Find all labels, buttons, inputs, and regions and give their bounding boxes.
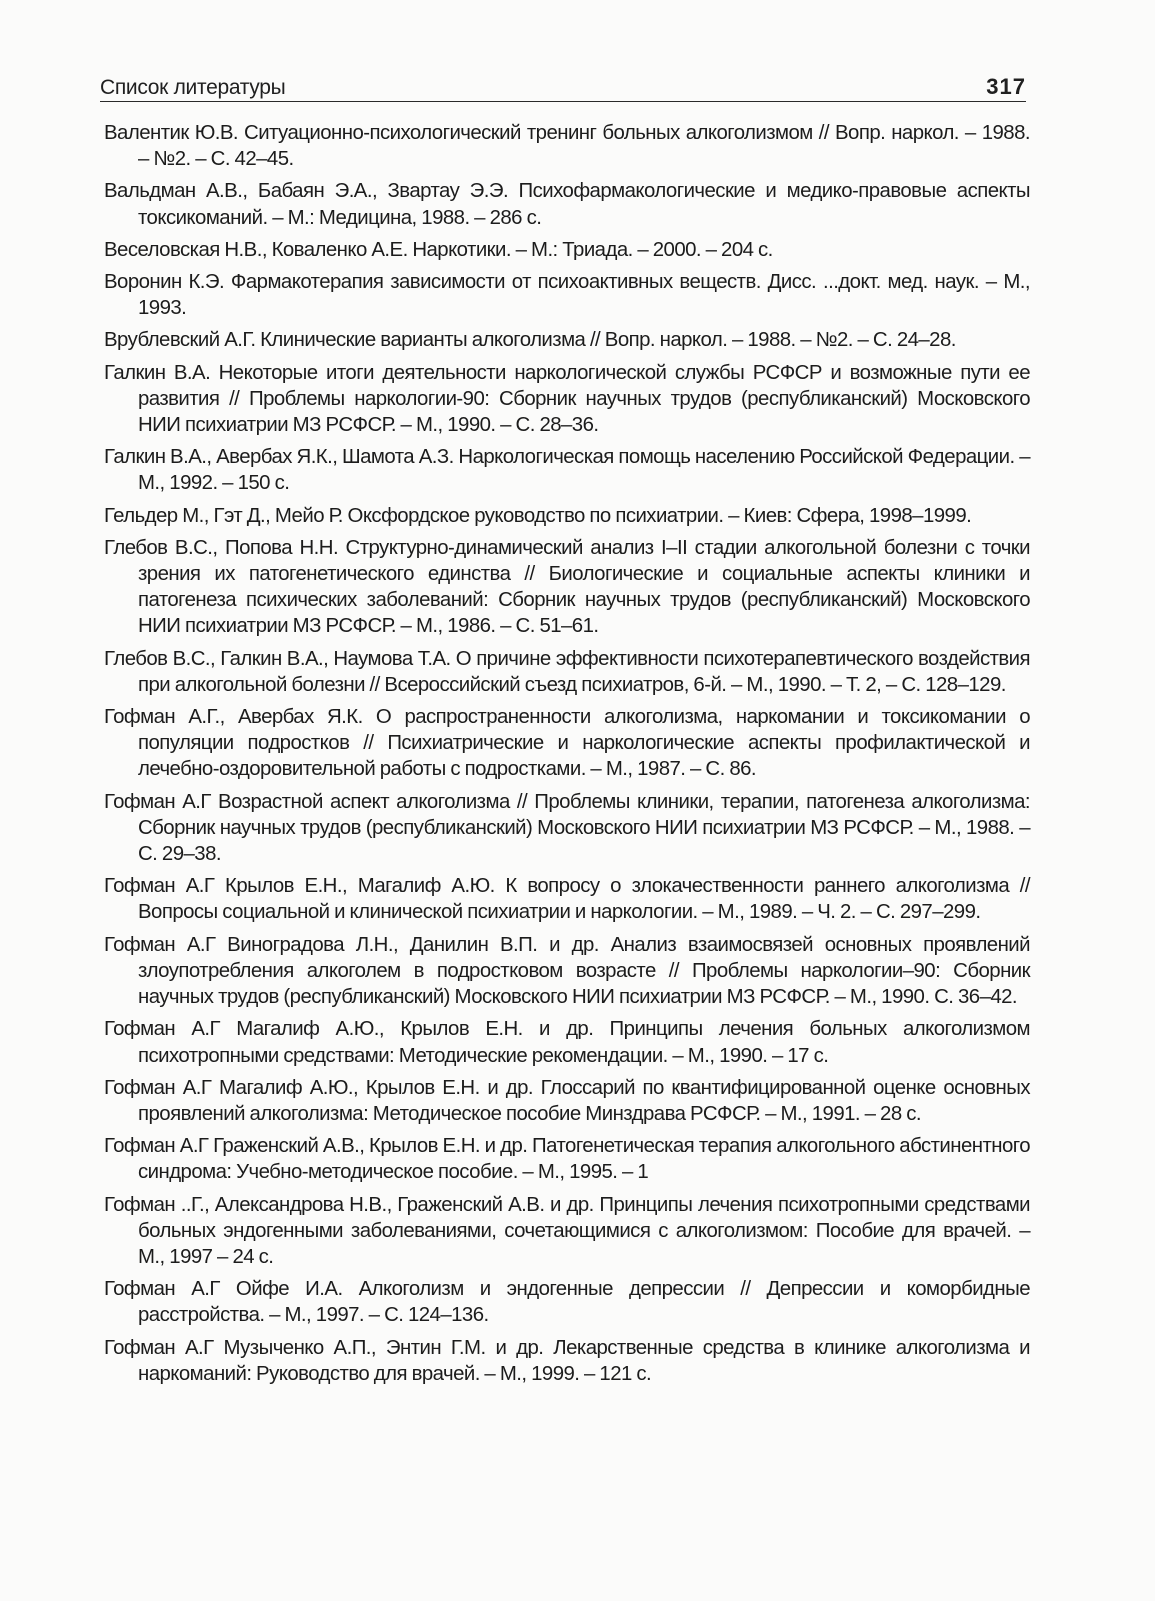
reference-entry: Врублевский А.Г. Клинические варианты алкоголизма // Вопр. наркол. – 1988. – №2. – С. 24–28. <box>104 329 956 352</box>
reference-entry: Гельдер М., Гэт Д., Мейо Р. Оксфордское руководство по психиатрии. – Киев: Сфера, 1998–1999. <box>104 504 972 527</box>
reference-entry: Гофман ..Г., Александрова Н.В., Граженский А.В. и др. Принципы лечения психотропными средствами больных эндогенными заболеваниями, сочетающимися с алкоголизмом: Пособие для врачей. – М., 1997 – 24 с. <box>104 1193 1030 1268</box>
reference-entry: Гофман А.Г Магалиф А.Ю., Крылов Е.Н. и др. Принципы лечения больных алкоголизмом психотропными средствами: Методические рекомендации. – М., 1990. – 17 с. <box>104 1018 1030 1067</box>
header-rule <box>100 101 1026 102</box>
reference-entry: Гофман А.Г Крылов Е.Н., Магалиф А.Ю. К вопросу о злокачественности раннего алкоголизма // Вопросы социальной и клинической психиатрии и наркологии. – М., 1989. – Ч. 2. – С. 297–299. <box>104 875 1030 924</box>
reference-entry: Галкин В.А. Некоторые итоги деятельности наркологической службы РСФСР и возможные пути ее развития // Проблемы наркологии-90: Сборник научных трудов (республиканский) Московского НИИ психиатрии МЗ РСФСР. – М., 1990. – С. 28–36. <box>104 361 1030 437</box>
page-number: 317 <box>986 74 1026 99</box>
reference-entry: Гофман А.Г Магалиф А.Ю., Крылов Е.Н. и др. Глоссарий по квантифицированной оценке основных проявлений алкоголизма: Методическое пособие Минздрава РСФСР. – М., 1991. – 28 с. <box>104 1076 1030 1125</box>
reference-entry: Гофман А.Г Виноградова Л.Н., Данилин В.П. и др. Анализ взаимосвязей основных проявлений злоупотребления алкоголем в подростковом возрасте // Проблемы наркологии–90: Сборник научных трудов (республиканский) Московского НИИ психиатрии МЗ РСФСР. – М., 1990. С. 36–42. <box>104 933 1030 1009</box>
reference-entry: Гофман А.Г Граженский А.В., Крылов Е.Н. и др. Патогенетическая терапия алкогольного абстинентного синдрома: Учебно-методическое пособие. – М., 1995. – 1 <box>104 1135 1030 1184</box>
reference-entry: Вальдман А.В., Бабаян Э.А., Звартау Э.Э. Психофармакологические и медико-правовые аспекты токсикоманий. – М.: Медицина, 1988. – 286 с. <box>104 180 1030 229</box>
reference-entry: Гофман А.Г., Авербах Я.К. О распространенности алкоголизма, наркомании и токсикомании о популяции подростков // Психиатрические и наркологические аспекты профилактической и лечебно-оздоровительной работы с подростками. – М., 1987. – С. 86. <box>104 706 1030 781</box>
reference-entry: Гофман А.Г Музыченко А.П., Энтин Г.М. и др. Лекарственные средства в клинике алкоголизма и наркоманий: Руководство для врачей. – М., 1999. – 121 с. <box>104 1336 1030 1385</box>
reference-entry: Галкин В.А., Авербах Я.К., Шамота А.З. Наркологическая помощь населению Российской Федерации. – М., 1992. – 150 с. <box>104 446 1030 495</box>
section-title: Список литературы <box>100 76 286 99</box>
reference-entry: Веселовская Н.В., Коваленко А.Е. Наркотики. – М.: Триада. – 2000. – 204 с. <box>104 238 773 261</box>
running-header <box>100 62 1026 100</box>
reference-entry: Гофман А.Г Ойфе И.А. Алкоголизм и эндогенные депрессии // Депрессии и коморбидные расстройства. – М., 1997. – С. 124–136. <box>104 1278 1030 1327</box>
reference-entry: Гофман А.Г Возрастной аспект алкоголизма // Проблемы клиники, терапии, патогенеза алкоголизма: Сборник научных трудов (республиканский) Московского НИИ психиатрии МЗ РСФСР. – М., 1988. – С. 29–38. <box>104 790 1030 866</box>
reference-entry: Глебов В.С., Попова Н.Н. Структурно-динамический анализ I–II стадии алкогольной болезни с точки зрения их патогенетического единства // Биологические и социальные аспекты клиники и патогенеза психических заболеваний: Сборник научных трудов (республиканский) Московского НИИ психиатрии МЗ РСФСР. – М., 1986. – С. 51–61. <box>104 536 1030 638</box>
reference-entry: Валентик Ю.В. Ситуационно-психологический тренинг больных алкоголизмом // Вопр. наркол. – 1988. – №2. – С. 42–45. <box>104 122 1030 171</box>
reference-entry: Глебов В.С., Галкин В.А., Наумова Т.А. О причине эффективности психотерапевтического воздействия при алкогольной болезни // Всероссийский съезд психиатров, 6-й. – М., 1990. – Т. 2, – С. 128–129. <box>104 647 1030 696</box>
reference-entry: Воронин К.Э. Фармакотерапия зависимости от психоактивных веществ. Дисс. ...докт. мед. наук. – М., 1993. <box>104 271 1030 320</box>
reference-list <box>104 120 1030 1393</box>
